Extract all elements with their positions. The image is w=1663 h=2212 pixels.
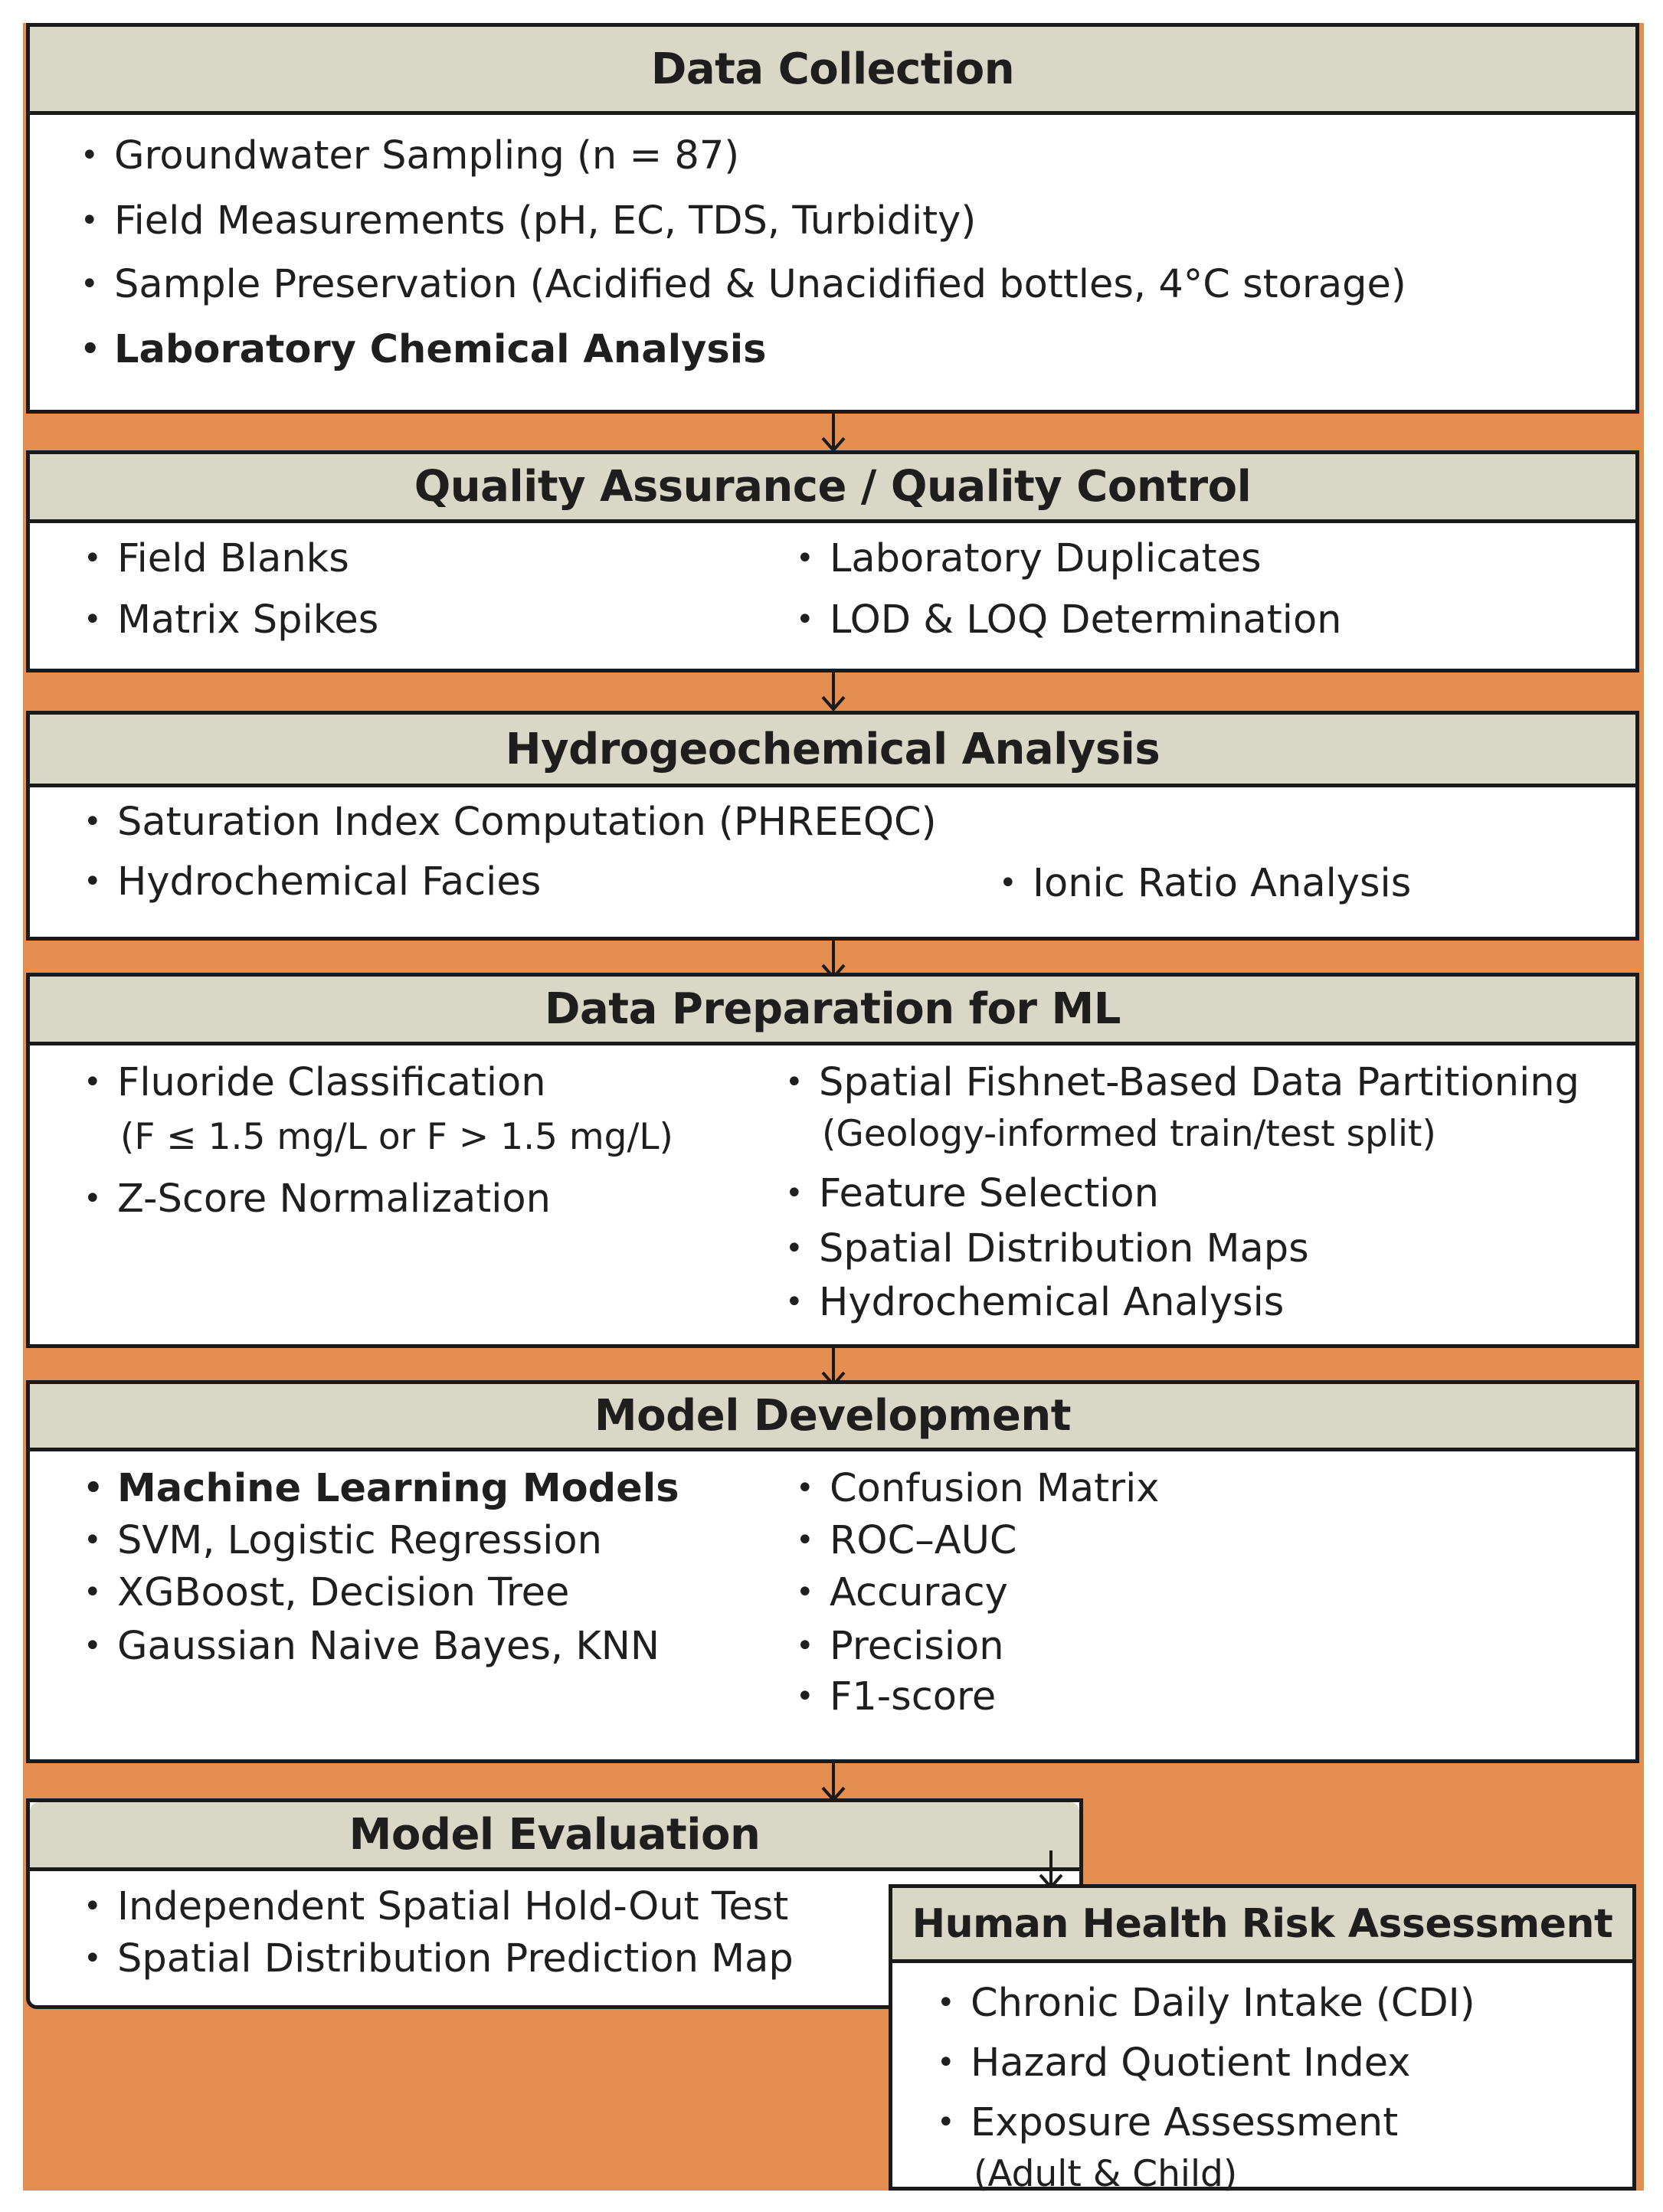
arrow-down-icon <box>818 672 849 715</box>
list-item: • Exposure Assessment <box>937 2100 1399 2145</box>
list-item: • Hydrochemical Facies <box>83 859 542 905</box>
list-item: • SVM, Logistic Regression <box>83 1518 602 1563</box>
list-item-note: (F ≤ 1.5 mg/L or F > 1.5 mg/L) <box>120 1116 673 1158</box>
qaqc-title: Quality Assurance / Quality Control <box>30 454 1635 523</box>
model-dev-title: Model Development <box>30 1384 1635 1451</box>
list-item-note: (Geology-informed train/test split) <box>822 1113 1436 1155</box>
health-risk-box <box>889 1884 1636 2195</box>
model-dev-box <box>26 1380 1639 1763</box>
list-item: • Laboratory Duplicates <box>796 536 1262 581</box>
health-risk-title: Human Health Risk Assessment <box>892 1888 1632 1963</box>
list-item: • Spatial Distribution Maps <box>785 1226 1309 1271</box>
list-item: • Field Measurements (pH, EC, TDS, Turbidity) <box>80 198 977 244</box>
qaqc-box <box>26 450 1639 672</box>
data-collection-box <box>26 23 1639 414</box>
list-item: • Z-Score Normalization <box>83 1176 551 1222</box>
list-item: • Chronic Daily Intake (CDI) <box>937 1981 1475 2026</box>
data-prep-box <box>26 973 1639 1348</box>
list-item: • Saturation Index Computation (PHREEQC) <box>83 800 937 845</box>
model-eval-title: Model Evaluation <box>30 1802 1079 1871</box>
list-item-note: (Adult & Child) <box>974 2153 1238 2195</box>
list-item: • Laboratory Chemical Analysis <box>80 327 767 372</box>
hydrogeochemical-title: Hydrogeochemical Analysis <box>30 715 1635 787</box>
list-item: • F1-score <box>796 1674 997 1720</box>
list-item: • Confusion Matrix <box>796 1466 1160 1511</box>
list-item: • Spatial Distribution Prediction Map <box>83 1936 794 1981</box>
flowchart-canvas <box>23 23 1644 2195</box>
list-item: • Ionic Ratio Analysis <box>999 861 1412 906</box>
list-item: • ROC–AUC <box>796 1518 1017 1563</box>
data-prep-title: Data Preparation for ML <box>30 977 1635 1045</box>
list-item: • LOD & LOQ Determination <box>796 597 1342 643</box>
list-item: • Precision <box>796 1624 1004 1669</box>
list-item: • Feature Selection <box>785 1171 1159 1216</box>
list-item: • Hydrochemical Analysis <box>785 1280 1285 1325</box>
list-item: • Field Blanks <box>83 536 349 581</box>
hydrogeochemical-box <box>26 711 1639 941</box>
list-item: • Machine Learning Models <box>83 1466 679 1511</box>
list-item: • Matrix Spikes <box>83 597 379 643</box>
list-item: • Hazard Quotient Index <box>937 2040 1411 2086</box>
list-item: • Sample Preservation (Acidified & Unacidified bottles, 4°C storage) <box>80 262 1406 307</box>
list-item: • XGBoost, Decision Tree <box>83 1570 570 1615</box>
arrow-down-icon <box>818 414 849 456</box>
list-item: • Fluoride Classification <box>83 1060 546 1105</box>
list-item: • Gaussian Naive Bayes, KNN <box>83 1624 660 1669</box>
list-item: • Independent Spatial Hold-Out Test <box>83 1884 789 1929</box>
list-item: • Accuracy <box>796 1570 1008 1615</box>
list-item: • Spatial Fishnet-Based Data Partitioning <box>785 1060 1580 1105</box>
list-item: • Groundwater Sampling (n = 87) <box>80 133 740 178</box>
data-collection-title: Data Collection <box>30 27 1635 115</box>
